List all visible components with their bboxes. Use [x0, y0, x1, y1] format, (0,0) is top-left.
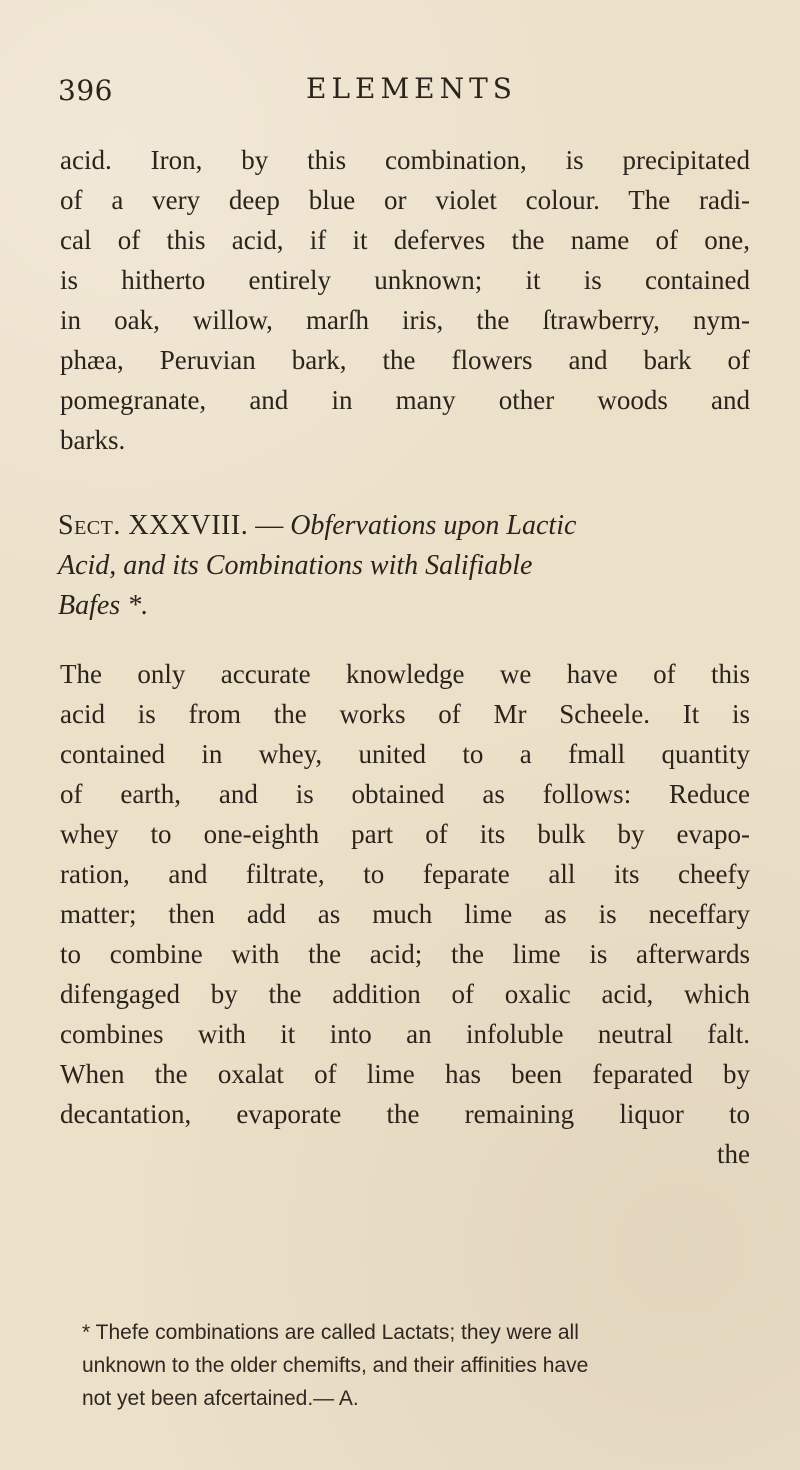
- paragraph-2-line: decantation, evaporate the remaining liquor to: [60, 1099, 750, 1129]
- paragraph-2-line: whey to one-eighth part of its bulk by evapo-: [60, 819, 750, 849]
- page-header: [58, 74, 698, 114]
- paragraph-2-line: When the oxalat of lime has been feparated by: [60, 1059, 750, 1089]
- footnote: [82, 1316, 742, 1415]
- paragraph-1-line: cal of this acid, if it deferves the name of one,: [60, 225, 750, 255]
- section-heading: [58, 506, 768, 626]
- paragraph-1-line: acid. Iron, by this combination, is precipitated: [60, 145, 750, 175]
- paragraph-2-line: matter; then add as much lime as is neceffary: [60, 899, 750, 929]
- paragraph-2: [60, 654, 750, 1174]
- section-heading-line-3: Bafes *.: [58, 590, 149, 621]
- paragraph-2-line: of earth, and is obtained as follows: Reduce: [60, 779, 750, 809]
- footnote-line: not yet been afcertained.— A.: [82, 1387, 359, 1410]
- paragraph-2-line: difengaged by the addition of oxalic acid, which: [60, 979, 750, 1009]
- section-heading-line-1: [58, 506, 768, 546]
- paragraph-2-line: combines with it into an infoluble neutral falt.: [60, 1019, 750, 1049]
- paragraph-2-line: contained in whey, united to a fmall quantity: [60, 739, 750, 769]
- footnote-line: * Thefe combinations are called Lactats; they were all: [82, 1321, 579, 1344]
- catchword: the: [717, 1139, 750, 1169]
- paragraph-1-line: in oak, willow, marſh iris, the ſtrawberry, nym-: [60, 305, 750, 335]
- paragraph-1-line: of a very deep blue or violet colour. The radi-: [60, 185, 750, 215]
- paragraph-1-line: barks.: [60, 425, 126, 455]
- footnote-line: unknown to the older chemifts, and their affinities have: [82, 1354, 589, 1377]
- paragraph-1: [60, 140, 750, 460]
- paragraph-2-line: The only accurate knowledge we have of this: [60, 659, 750, 689]
- page-number: 396: [58, 74, 113, 107]
- section-heading-line-2: Acid, and its Combinations with Salifiable: [58, 550, 533, 581]
- paragraph-1-line: pomegranate, and in many other woods and: [60, 385, 750, 415]
- paragraph-2-line: to combine with the acid; the lime is afterwards: [60, 939, 750, 969]
- section-dash: —: [255, 510, 284, 541]
- paragraph-1-line: phæa, Peruvian bark, the flowers and bark of: [60, 345, 750, 375]
- paragraph-2-line: acid is from the works of Mr Scheele. It is: [60, 699, 750, 729]
- running-head: ELEMENTS: [306, 72, 517, 105]
- section-title-part-1: Obfervations upon Lactic: [290, 510, 577, 541]
- paragraph-2-line: ration, and filtrate, to feparate all its cheefy: [60, 859, 750, 889]
- section-number: Sect. XXXVIII.: [58, 510, 249, 541]
- paragraph-1-line: is hitherto entirely unknown; it is contained: [60, 265, 750, 295]
